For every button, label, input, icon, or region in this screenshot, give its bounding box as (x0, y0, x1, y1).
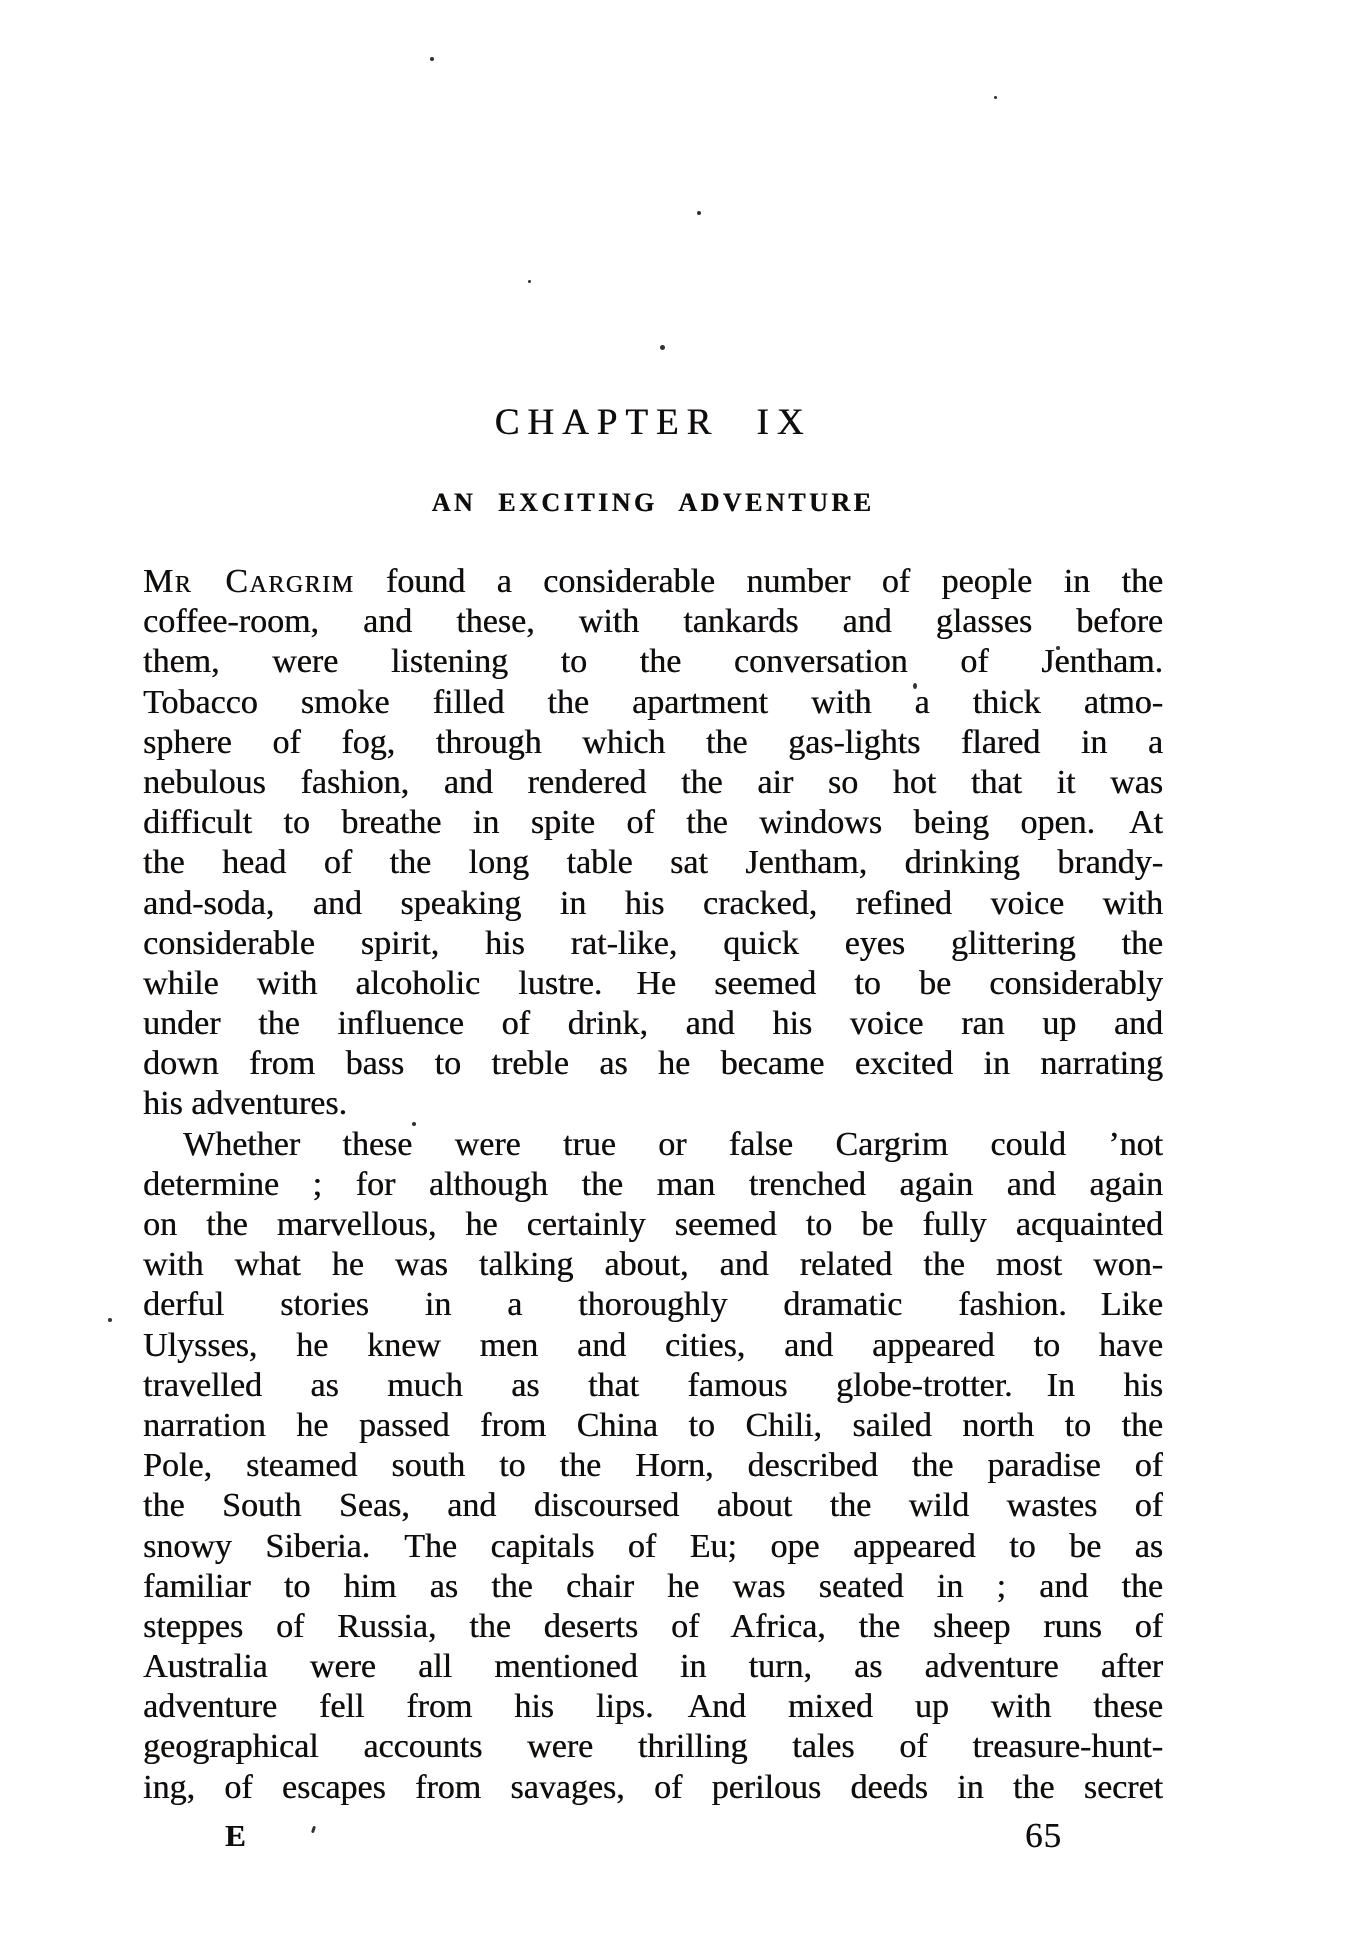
scan-speck (994, 96, 997, 99)
text-line: travelled as much as that famous globe-trotter. In his (143, 1366, 1163, 1404)
text-line: Tobacco smoke filled the apartment with a thick atmo- (143, 683, 1163, 721)
scan-speck (430, 57, 434, 61)
text-line: considerable spirit, his rat-like, quick eyes glittering the (143, 924, 1163, 962)
text-line: difficult to breathe in spite of the windows being open. At (143, 804, 1163, 842)
chapter-subtitle: AN EXCITING ADVENTURE (431, 488, 875, 517)
scan-speck (697, 211, 701, 215)
text-line: determine ; for although the man trenched again and again (143, 1165, 1163, 1203)
text-line: snowy Siberia. The capitals of Eu; ope appeared to be as (143, 1527, 1163, 1565)
page-number: 65 (1025, 1816, 1062, 1855)
paragraph (143, 1125, 1163, 1808)
text-line: narration he passed from China to Chili, sailed north to the (143, 1406, 1163, 1444)
text-line: Ulysses, he knew men and cities, and appeared to have (143, 1326, 1163, 1364)
small-caps-lead: Mr Cargrim (143, 563, 355, 600)
text-line: under the influence of drink, and his voice ran up and (143, 1005, 1163, 1043)
text-line: Whether these were true or false Cargrim could ’not (183, 1125, 1163, 1163)
signature-mark: E (225, 1818, 246, 1853)
text-line: Australia were all mentioned in turn, as adventure after (143, 1648, 1163, 1686)
text-line: while with alcoholic lustre. He seemed to be considerably (143, 964, 1163, 1002)
scan-speck (108, 1318, 112, 1322)
paragraph (143, 562, 1163, 1125)
text-line: familiar to him as the chair he was seated in ; and the (143, 1567, 1163, 1605)
text-line: down from bass to treble as he became excited in narrating (143, 1045, 1163, 1083)
text-line: Pole, steamed south to the Horn, described the paradise of (143, 1447, 1163, 1485)
text-line: on the marvellous, he certainly seemed to be fully acquainted (143, 1206, 1163, 1243)
scan-speck (660, 345, 665, 350)
text-line: coffee-room, and these, with tankards and glasses before (143, 603, 1163, 641)
text-line: derful stories in a thoroughly dramatic fashion. Like (143, 1286, 1163, 1324)
text-line: Mr Cargrim found a considerable number of people in the (143, 563, 1163, 600)
page-footer (143, 1816, 1163, 1864)
text-line: his adventures. (143, 1085, 347, 1123)
text-line: the head of the long table sat Jentham, drinking brandy- (143, 844, 1163, 882)
text-line: geographical accounts were thrilling tales of treasure-hunt- (143, 1728, 1163, 1766)
text-line: them, were listening to the conversation of Jentham. (143, 643, 1163, 681)
scan-speck (528, 280, 531, 283)
text-line: nebulous fashion, and rendered the air so hot that it was (143, 763, 1163, 801)
body-text (143, 562, 1163, 1808)
chapter-title: CHAPTER IX (494, 402, 812, 443)
text-line: steppes of Russia, the deserts of Africa, the sheep runs of (143, 1607, 1163, 1645)
text-line: adventure fell from his lips. And mixed up with these (143, 1688, 1163, 1726)
text-line: sphere of fog, through which the gas-lights flared in a (143, 723, 1163, 761)
text-line: the South Seas, and discoursed about the wild wastes of (143, 1487, 1163, 1525)
text-line: and-soda, and speaking in his cracked, refined voice with (143, 884, 1163, 922)
text-line: with what he was talking about, and related the most won- (143, 1246, 1163, 1284)
text-line: ing, of escapes from savages, of perilous deeds in the secret (143, 1768, 1163, 1806)
